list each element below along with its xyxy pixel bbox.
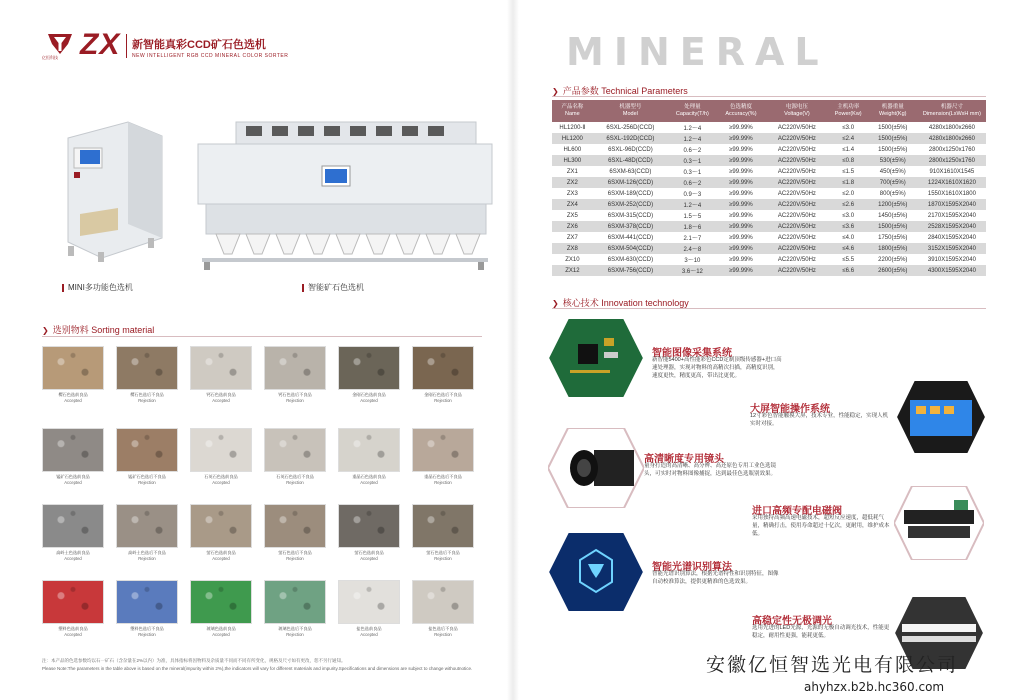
- sample-label: 萤石色选前良品: [206, 550, 236, 555]
- table-cell: 0.9～3: [668, 188, 717, 199]
- tech-title-6: 高稳定性无极调光: [752, 616, 832, 627]
- param-header-en: Dimension(LxWxH mm): [922, 111, 981, 117]
- sample-status: Accepted: [64, 632, 82, 637]
- sample-photo: [338, 346, 400, 390]
- table-cell: 3～10: [668, 254, 717, 265]
- table-cell: 2840X1595X2040: [918, 232, 986, 243]
- table-cell: 1.2～4: [668, 133, 717, 144]
- table-row: [552, 221, 986, 232]
- table-cell: ≤2.0: [829, 188, 868, 199]
- table-cell: 2800x1250x1760: [918, 155, 986, 166]
- table-cell: ≤6.6: [829, 265, 868, 276]
- company-name: 安徽亿恒智选光电有限公司: [706, 654, 959, 676]
- table-cell: ≥99.99%: [717, 155, 765, 166]
- table-cell: 1224X1610X1620: [918, 177, 986, 188]
- param-header: [668, 100, 717, 122]
- sample-label: 塑料色选前良品: [58, 626, 88, 631]
- table-cell: 2800x1250x1760: [918, 144, 986, 155]
- table-cell: 6SXM-252(CCD): [593, 199, 668, 210]
- sample-status: Rejection: [138, 632, 156, 637]
- table-cell: 1750(±5%): [868, 232, 918, 243]
- sample-status: Rejection: [434, 632, 452, 637]
- sample-card: [42, 504, 104, 561]
- sample-label: 金刚石色选前良品: [352, 392, 386, 397]
- sample-label: 高岭土色选后不良品: [128, 550, 166, 555]
- param-header-cn: 机器重量: [881, 104, 904, 111]
- mineral-sorter-image: [196, 120, 494, 272]
- sample-photo: [116, 346, 178, 390]
- table-row: [552, 122, 986, 133]
- table-row: [552, 243, 986, 254]
- table-cell: 6SXL-192D(CCD): [593, 133, 668, 144]
- footnote-en: Please Note:The parameters in the table above is based on the mineral(impurity within 2%),the indicators will vary for different materials and impurity.Specifications and dimensions are subject to change withoutnotice.: [42, 666, 473, 671]
- tech-title-5: 智能光谱识别算法: [652, 562, 732, 573]
- table-cell: 3.6～12: [668, 265, 717, 276]
- sample-label: 锰矿石色选后不良品: [128, 474, 166, 479]
- table-cell: ≤3.6: [829, 221, 868, 232]
- table-cell: ≥99.99%: [717, 243, 765, 254]
- sample-label: 萤石色选前良品: [354, 550, 384, 555]
- table-cell: 2528X1595X2040: [918, 221, 986, 232]
- sample-label: 石英石色选前良品: [204, 474, 238, 479]
- table-cell: 530(±5%): [868, 155, 918, 166]
- tech-title-4: 进口高频专配电磁阀: [752, 506, 842, 517]
- table-cell: 2.1～7: [668, 232, 717, 243]
- table-cell: ≤2.4: [829, 133, 868, 144]
- sample-label: 萤石色选后不良品: [426, 550, 460, 555]
- table-cell: 1800(±5%): [868, 243, 918, 254]
- innovation-section-line: [552, 308, 986, 309]
- sample-photo: [190, 580, 252, 624]
- sample-label: 玻璃色选前良品: [206, 626, 236, 631]
- table-cell: 6SXL-96D(CCD): [593, 144, 668, 155]
- table-row: [552, 232, 986, 243]
- table-row: [552, 144, 986, 155]
- sample-card: [264, 346, 326, 403]
- sample-photo: [412, 346, 474, 390]
- sample-status: Accepted: [64, 398, 82, 403]
- sample-card: [116, 580, 178, 637]
- table-cell: 3910X1595X2040: [918, 254, 986, 265]
- param-header-cn: 处理量: [684, 104, 701, 111]
- sample-card: [338, 428, 400, 485]
- table-cell: ≥99.99%: [717, 265, 765, 276]
- param-header: [717, 100, 765, 122]
- param-header-en: Name: [565, 111, 580, 117]
- tech-title-2: 大屏智能操作系统: [750, 404, 830, 415]
- table-row: [552, 133, 986, 144]
- brand-mark: ZX: [80, 28, 121, 61]
- logo-caption: 亿恒科技: [42, 55, 58, 60]
- table-cell: 2600(±5%): [868, 265, 918, 276]
- table-cell: 0.3～1: [668, 155, 717, 166]
- sample-photo: [338, 428, 400, 472]
- sample-card: [338, 504, 400, 561]
- param-header-cn: 电源电压: [785, 104, 808, 111]
- sample-photo: [42, 504, 104, 548]
- sample-card: [116, 346, 178, 403]
- sample-status: Rejection: [434, 480, 452, 485]
- sample-card: [264, 504, 326, 561]
- table-cell: ≥99.99%: [717, 166, 765, 177]
- sample-status: Accepted: [360, 398, 378, 403]
- sample-status: Accepted: [212, 632, 230, 637]
- table-row: [552, 210, 986, 221]
- sample-photo: [190, 504, 252, 548]
- sample-card: [190, 346, 252, 403]
- table-cell: ZX7: [552, 232, 593, 243]
- sample-status: Rejection: [138, 556, 156, 561]
- params-section-line: [552, 96, 986, 97]
- sample-label: 盐色选前良品: [356, 626, 382, 631]
- arrow-icon: ❯: [552, 87, 559, 96]
- table-cell: ≤5.5: [829, 254, 868, 265]
- param-header: [868, 100, 918, 122]
- arrow-icon: ❯: [42, 326, 49, 335]
- sample-label: 盐色选后不良品: [428, 626, 458, 631]
- table-cell: 700(±5%): [868, 177, 918, 188]
- table-row: [552, 155, 986, 166]
- param-header-cn: 色选精度: [729, 104, 752, 111]
- table-cell: ≥99.99%: [717, 199, 765, 210]
- table-cell: ZX6: [552, 221, 593, 232]
- table-cell: 4280x1800x2660: [918, 133, 986, 144]
- sample-status: Accepted: [212, 480, 230, 485]
- table-row: [552, 265, 986, 276]
- params-header-row: [552, 100, 986, 122]
- table-row: [552, 188, 986, 199]
- param-header-en: Voltage(V): [784, 111, 810, 117]
- sample-status: Rejection: [286, 398, 304, 403]
- sample-card: [42, 428, 104, 485]
- table-row: [552, 254, 986, 265]
- sample-card: [116, 504, 178, 561]
- sample-card: [412, 504, 474, 561]
- sample-card: [190, 504, 252, 561]
- sample-photo: [338, 504, 400, 548]
- mini-sorter-image: [58, 118, 166, 266]
- table-cell: ≤2.6: [829, 199, 868, 210]
- table-cell: 6SXM-756(CCD): [593, 265, 668, 276]
- sample-photo: [116, 580, 178, 624]
- company-logo-icon: [46, 32, 74, 56]
- mineral-heading: MINERAL: [566, 30, 829, 74]
- table-cell: 1870X1595X2040: [918, 199, 986, 210]
- sorting-section-title: ❯ 选别物料 Sorting material: [42, 325, 155, 335]
- sample-label: 重晶石色选后不良品: [424, 474, 462, 479]
- table-cell: HL600: [552, 144, 593, 155]
- sample-label: 高岭土色选前良品: [56, 550, 90, 555]
- table-cell: 1200(±5%): [868, 199, 918, 210]
- table-cell: 6SXM-504(CCD): [593, 243, 668, 254]
- sample-status: Rejection: [286, 556, 304, 561]
- company-url: ahyhzx.b2b.hc360.com: [804, 680, 945, 694]
- table-cell: 800(±5%): [868, 188, 918, 199]
- sample-photo: [412, 428, 474, 472]
- sample-status: Accepted: [360, 480, 378, 485]
- param-header-cn: 产品名称: [561, 104, 584, 111]
- table-cell: ZX2: [552, 177, 593, 188]
- table-cell: AC220V/50Hz: [765, 221, 829, 232]
- sample-label: 钙石色选前良品: [206, 392, 236, 397]
- table-cell: 4280x1800x2660: [918, 122, 986, 133]
- table-cell: ≥99.99%: [717, 133, 765, 144]
- table-cell: 1.5～5: [668, 210, 717, 221]
- table-cell: 3152X1595X2040: [918, 243, 986, 254]
- table-cell: AC220V/50Hz: [765, 122, 829, 133]
- left-page: [0, 0, 505, 700]
- tech-title-3: 高清晰度专用镜头: [644, 454, 724, 465]
- table-cell: 6SXM-441(CCD): [593, 232, 668, 243]
- sample-status: Rejection: [286, 480, 304, 485]
- sample-status: Accepted: [212, 556, 230, 561]
- sample-label: 樱石色选后不良品: [130, 392, 164, 397]
- table-cell: ≤1.4: [829, 144, 868, 155]
- param-header: [552, 100, 593, 122]
- table-cell: 910X1610X1545: [918, 166, 986, 177]
- table-cell: 1500(±5%): [868, 221, 918, 232]
- sample-label: 玻璃色选后不良品: [278, 626, 312, 631]
- tech-desc-5: 智能光谱识别算法，根据光谱特性和识别特征，图像自动校准算法，提供更精准的色选效果。: [652, 571, 779, 585]
- table-cell: ≥99.99%: [717, 188, 765, 199]
- sample-photo: [264, 346, 326, 390]
- table-cell: 450(±5%): [868, 166, 918, 177]
- table-cell: 1500(±5%): [868, 144, 918, 155]
- table-cell: ≤3.0: [829, 210, 868, 221]
- table-cell: ZX5: [552, 210, 593, 221]
- sample-status: Rejection: [138, 398, 156, 403]
- table-cell: ≥99.99%: [717, 254, 765, 265]
- sample-card: [338, 580, 400, 637]
- table-cell: AC220V/50Hz: [765, 199, 829, 210]
- param-header-en: Accuracy(%): [725, 111, 757, 117]
- tech-title-1: 智能图像采集系统: [652, 348, 732, 359]
- table-cell: ZX4: [552, 199, 593, 210]
- param-header: [593, 100, 668, 122]
- brand-subtitle: NEW INTELLIGENT RGB CCD MINERAL COLOR SORTER: [132, 53, 289, 59]
- table-cell: AC220V/50Hz: [765, 265, 829, 276]
- table-cell: 6SXM-189(CCD): [593, 188, 668, 199]
- table-cell: 6SXM-126(CCD): [593, 177, 668, 188]
- table-cell: ZX8: [552, 243, 593, 254]
- table-cell: ≤4.6: [829, 243, 868, 254]
- table-cell: AC220V/50Hz: [765, 144, 829, 155]
- mini-sorter-caption: MINI多功能色选机: [62, 282, 133, 293]
- sample-photo: [264, 580, 326, 624]
- solenoid-valve-image: [894, 486, 984, 560]
- spectrum-algorithm-image: [548, 532, 644, 612]
- params-table: [552, 100, 986, 276]
- sample-status: Accepted: [64, 480, 82, 485]
- sample-card: [190, 428, 252, 485]
- table-cell: ≥99.99%: [717, 232, 765, 243]
- sample-status: Rejection: [138, 480, 156, 485]
- table-cell: ZX3: [552, 188, 593, 199]
- brand-title: 新智能真彩CCD矿石色选机: [132, 39, 266, 51]
- sample-card: [412, 580, 474, 637]
- sample-photo: [42, 580, 104, 624]
- sample-photo: [42, 428, 104, 472]
- page-spine: [507, 0, 519, 700]
- tech-desc-3: 量身打造的高清晰、高分辨、高还原色专用工业色选镜头，可实时对物料图像捕捉，达到最佳色选瓶别效果。: [644, 463, 777, 477]
- table-cell: ≤4.0: [829, 232, 868, 243]
- table-cell: AC220V/50Hz: [765, 232, 829, 243]
- sample-card: [338, 346, 400, 403]
- brand-divider: [126, 34, 127, 58]
- table-cell: AC220V/50Hz: [765, 254, 829, 265]
- sample-photo: [264, 428, 326, 472]
- params-section-title: ❯ 产品参数 Technical Parameters: [552, 86, 688, 96]
- table-cell: 2170X1595X2040: [918, 210, 986, 221]
- table-row: [552, 199, 986, 210]
- table-cell: 6SXL-48D(CCD): [593, 155, 668, 166]
- table-cell: AC220V/50Hz: [765, 155, 829, 166]
- table-cell: ZX1: [552, 166, 593, 177]
- table-cell: 6SXM-378(CCD): [593, 221, 668, 232]
- table-cell: 2200(±5%): [868, 254, 918, 265]
- table-cell: ≤1.8: [829, 177, 868, 188]
- param-header-cn: 机器尺寸: [940, 104, 963, 111]
- param-header: [829, 100, 868, 122]
- table-cell: 6SXM-63(CCD): [593, 166, 668, 177]
- table-cell: 6SXL-256D(CCD): [593, 122, 668, 133]
- param-header-en: Weight(Kg): [879, 111, 907, 117]
- table-cell: 1.2～4: [668, 199, 717, 210]
- tech-desc-1: 新智能5400+高性能彩色CCD定制顶级传感器+进口高速处理器，实现对物料的高精次扫描，高精度识别，速度更快，精度更高，带出比更优。: [652, 357, 782, 379]
- sample-label: 塑料色选后不良品: [130, 626, 164, 631]
- sample-card: [116, 428, 178, 485]
- sample-card: [264, 428, 326, 485]
- sample-label: 石英石色选后不良品: [276, 474, 314, 479]
- sample-photo: [412, 580, 474, 624]
- table-row: [552, 177, 986, 188]
- tech-desc-6: 选用先进的LED光源，光源的无极自动调光技术，性能更稳定，耐用性更强，能耗更低。: [752, 625, 890, 639]
- arrow-icon: ❯: [552, 299, 559, 308]
- table-cell: 0.3～1: [668, 166, 717, 177]
- table-cell: 1550X1610X1800: [918, 188, 986, 199]
- table-cell: ZX12: [552, 265, 593, 276]
- table-cell: ≥99.99%: [717, 122, 765, 133]
- innovation-section-title: ❯ 核心技术 Innovation technology: [552, 298, 689, 308]
- sample-card: [190, 580, 252, 637]
- sorting-section-line: [42, 336, 482, 337]
- sample-photo: [42, 346, 104, 390]
- footnote-cn: 注：本产品的色选参数均以石一矿石（含杂量在2%以内）为准，具体指标将因物料及杂质量不同而不同有所变化，规格及尺寸如有更改，恕不另行通知。: [42, 658, 346, 663]
- sample-card: [412, 428, 474, 485]
- tech-desc-4: 采用独特高频高速电磁技术，超短反应速度，超低耗气量，精确打击，使用寿命超过十亿次，更耐用，维护成本低。: [752, 515, 890, 537]
- table-cell: 4300X1595X2040: [918, 265, 986, 276]
- sample-label: 钙石色选后不良品: [278, 392, 312, 397]
- table-cell: 1500(±5%): [868, 133, 918, 144]
- table-row: [552, 166, 986, 177]
- mineral-sorter-caption: 智能矿石色选机: [302, 282, 364, 293]
- sample-photo: [116, 428, 178, 472]
- table-cell: AC220V/50Hz: [765, 166, 829, 177]
- sample-status: Accepted: [360, 556, 378, 561]
- table-cell: AC220V/50Hz: [765, 243, 829, 254]
- sample-status: Rejection: [434, 398, 452, 403]
- table-cell: ≥99.99%: [717, 177, 765, 188]
- sample-photo: [116, 504, 178, 548]
- param-header: [765, 100, 829, 122]
- sample-card: [264, 580, 326, 637]
- table-cell: ≥99.99%: [717, 221, 765, 232]
- sample-status: Accepted: [212, 398, 230, 403]
- table-cell: 6SXM-630(CCD): [593, 254, 668, 265]
- sample-label: 金刚石色选后不良品: [424, 392, 462, 397]
- table-cell: HL300: [552, 155, 593, 166]
- param-header-cn: 机器型号: [619, 104, 642, 111]
- camera-lens-image: [548, 428, 644, 508]
- sample-status: Rejection: [434, 556, 452, 561]
- sample-label: 重晶石色选前良品: [352, 474, 386, 479]
- sample-photo: [190, 346, 252, 390]
- table-cell: HL1200-Ⅱ: [552, 122, 593, 133]
- table-cell: ≤3.0: [829, 122, 868, 133]
- table-cell: 1450(±5%): [868, 210, 918, 221]
- sample-card: [412, 346, 474, 403]
- table-cell: ≤0.8: [829, 155, 868, 166]
- sample-label: 樱石色选前良品: [58, 392, 88, 397]
- param-header: [918, 100, 986, 122]
- sample-photo: [412, 504, 474, 548]
- sample-label: 锰矿石色选前良品: [56, 474, 90, 479]
- param-header-en: Capacity(T/h): [675, 111, 709, 117]
- table-cell: 6SXM-315(CCD): [593, 210, 668, 221]
- param-header-cn: 主机功率: [837, 104, 860, 111]
- sample-label: 萤石色选后不良品: [278, 550, 312, 555]
- table-cell: ≥99.99%: [717, 210, 765, 221]
- sample-status: Accepted: [64, 556, 82, 561]
- table-cell: HL1200: [552, 133, 593, 144]
- sample-card: [42, 580, 104, 637]
- table-cell: 0.6～2: [668, 144, 717, 155]
- table-cell: 0.6～2: [668, 177, 717, 188]
- table-cell: AC220V/50Hz: [765, 177, 829, 188]
- sample-photo: [264, 504, 326, 548]
- table-cell: 2.4～8: [668, 243, 717, 254]
- sample-photo: [190, 428, 252, 472]
- table-cell: AC220V/50Hz: [765, 210, 829, 221]
- table-cell: ZX10: [552, 254, 593, 265]
- table-cell: AC220V/50Hz: [765, 188, 829, 199]
- table-cell: 1.8～6: [668, 221, 717, 232]
- table-cell: ≥99.99%: [717, 144, 765, 155]
- param-header-en: Model: [622, 111, 638, 117]
- sample-photo: [338, 580, 400, 624]
- touch-screen-image: [896, 380, 986, 454]
- sample-status: Accepted: [360, 632, 378, 637]
- param-header-en: Power(Kw): [834, 111, 862, 117]
- table-cell: ≤1.5: [829, 166, 868, 177]
- sample-card: [42, 346, 104, 403]
- tech-desc-2: 12寸彩色智能触摸大屏，技术专业，性能稳定，实现人机实时对接。: [750, 413, 889, 427]
- table-cell: 1.2～4: [668, 122, 717, 133]
- table-cell: 1500(±5%): [868, 122, 918, 133]
- table-cell: AC220V/50Hz: [765, 133, 829, 144]
- sample-status: Rejection: [286, 632, 304, 637]
- circuit-board-image: [548, 318, 644, 398]
